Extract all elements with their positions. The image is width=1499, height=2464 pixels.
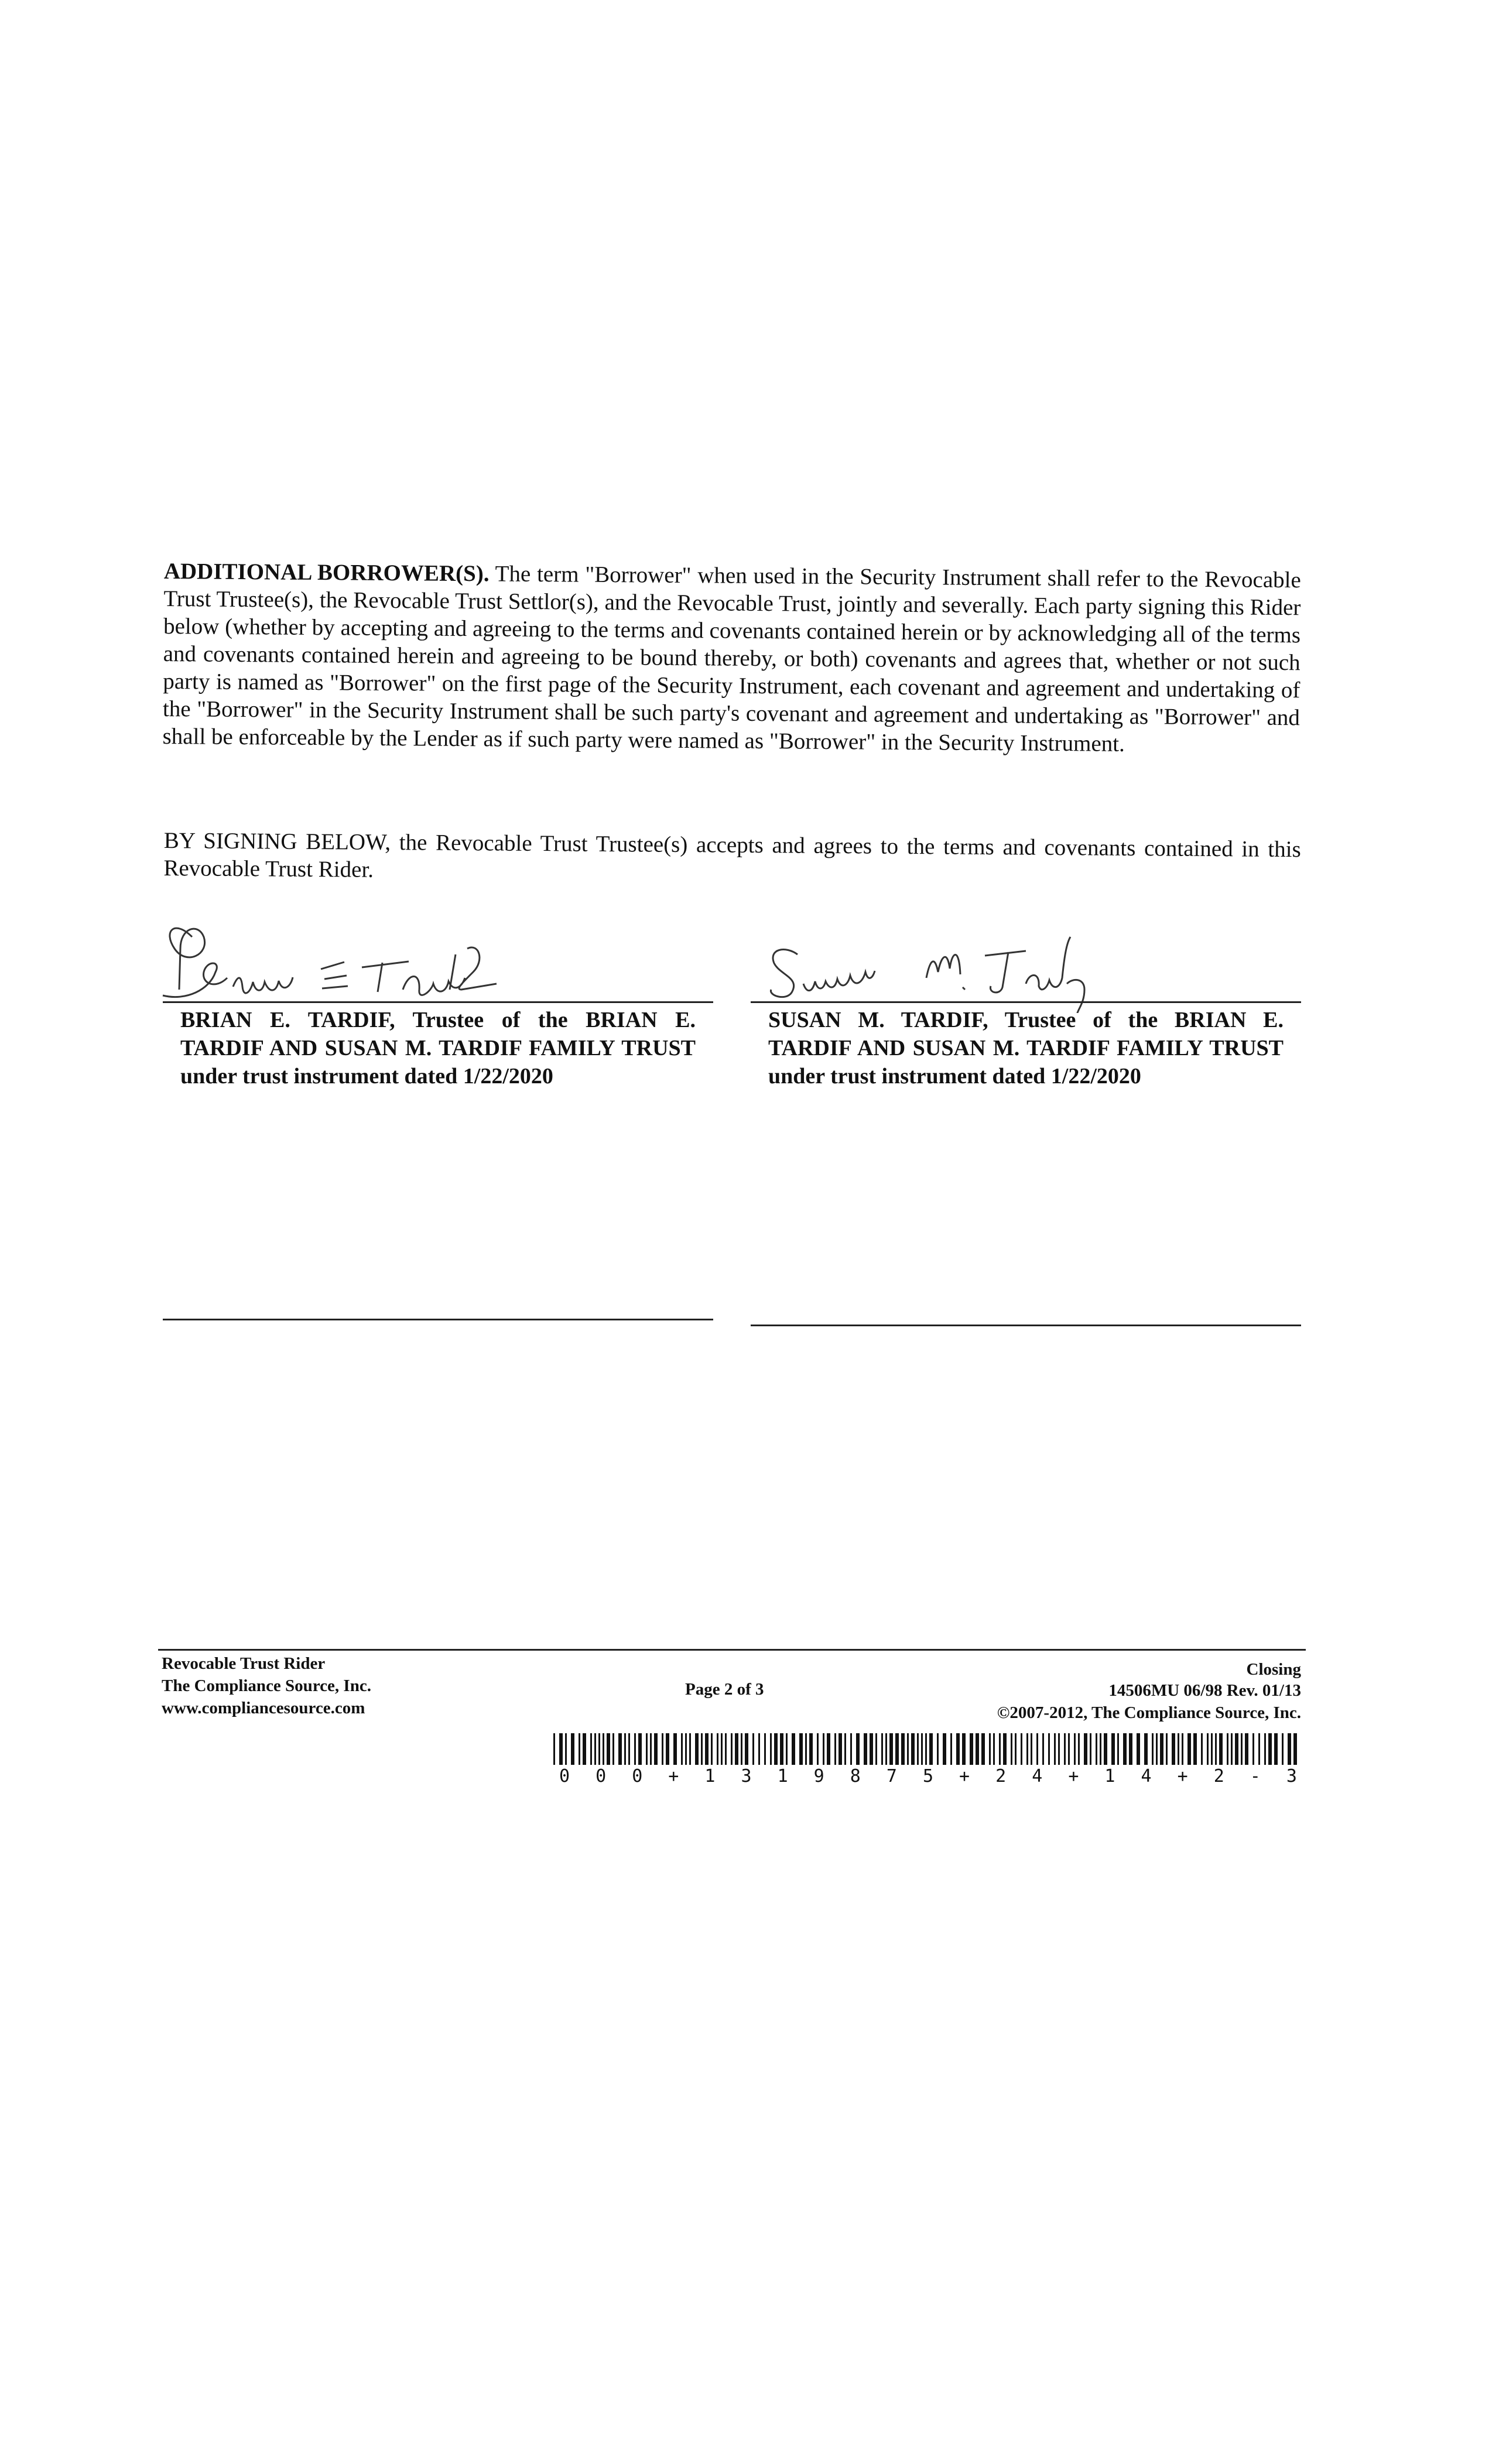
barcode-bar [1129, 1733, 1132, 1765]
footer-form-name: Revocable Trust Rider [162, 1654, 326, 1673]
barcode-bar [654, 1733, 658, 1765]
barcode-bar [1178, 1733, 1179, 1765]
blank-signature-line-right [751, 1325, 1301, 1326]
section-heading: ADDITIONAL BORROWER(S). [163, 558, 490, 587]
barcode-bar [612, 1733, 614, 1765]
additional-borrowers-paragraph [162, 557, 1301, 759]
section-body: The term "Borrower" when used in the Security Instrument shall refer to the Revocable Trust Trustee(s), the Revocable Trust Settlor(s), and the Revocable Trust, jointly and severally. Each party signing this Rider below (whether by accepting and agreeing to the terms and covenants contained herein or by acknowledging all of the terms and covenants contained herein and agreeing to be bound thereby, or both) covenants and agrees that, whether or not such party is named as "Borrower" on the first page of the Security Instrument, each covenant and agreement and undertaking of the "Borrower" in the Security Instrument shall be such party's covenant and agreement and undertaking as "Borrower" and shall be enforceable by the Lender as if such party were named as "Borrower" in the Security Instrument. [162, 561, 1301, 757]
barcode-bar [799, 1733, 803, 1765]
barcode-bar [745, 1733, 748, 1765]
barcode-bar [571, 1733, 574, 1765]
barcode-bar [752, 1733, 754, 1765]
barcode-bar [864, 1733, 867, 1765]
barcode-bar [695, 1733, 699, 1765]
barcode-bar [889, 1733, 893, 1765]
barcode-bar [1042, 1733, 1044, 1765]
barcode-bar [1036, 1733, 1038, 1765]
barcode-bar [646, 1733, 648, 1765]
barcode-bar [583, 1733, 586, 1765]
signature-line [163, 1001, 713, 1003]
footer-copyright: ©2007-2012, The Compliance Source, Inc. [997, 1703, 1301, 1722]
signer-caption-brian: BRIAN E. TARDIF, Trustee of the BRIAN E. TARDIF AND SUSAN M. TARDIF FAMILY TRUST under trust instrument dated 1/22/2020 [180, 1008, 696, 1089]
barcode-bar [1166, 1733, 1168, 1765]
barcode-bar [1026, 1733, 1028, 1765]
barcode-bar [1152, 1733, 1154, 1765]
barcode-bar [1011, 1733, 1012, 1765]
footer-form-code: 14506MU 06/98 Rev. 01/13 [1108, 1681, 1301, 1700]
barcode-bar [839, 1733, 842, 1765]
barcode-bar [856, 1733, 860, 1765]
barcode-bar [956, 1733, 960, 1765]
barcode-digit: 7 [886, 1766, 897, 1787]
barcode-bar [901, 1733, 905, 1765]
barcode-bar [1100, 1733, 1101, 1765]
barcode-bar [1268, 1733, 1272, 1765]
blank-signature-line-left [163, 1319, 713, 1320]
barcode-bar [1252, 1733, 1254, 1765]
barcode-digit: 5 [922, 1766, 933, 1787]
barcode-bar [1264, 1733, 1266, 1765]
barcode-bar [780, 1733, 783, 1765]
barcode-bar [650, 1733, 652, 1765]
barcode-bar [1031, 1733, 1032, 1765]
barcode-digit: 9 [813, 1766, 824, 1787]
barcode-bar [1074, 1733, 1076, 1765]
barcode-bar [1201, 1733, 1203, 1765]
barcode-bar [792, 1733, 795, 1765]
barcode-bar [603, 1733, 604, 1765]
barcode-bar [731, 1733, 733, 1765]
barcode-bar [805, 1733, 807, 1765]
barcode-bar [1274, 1733, 1278, 1765]
barcode-bar [1245, 1733, 1248, 1765]
barcode-bar [834, 1733, 836, 1765]
barcode-bar [1241, 1733, 1243, 1765]
barcode-bar [711, 1733, 713, 1765]
barcode-bar [809, 1733, 813, 1765]
barcode-bar [786, 1733, 788, 1765]
barcode-bar [1111, 1733, 1115, 1765]
barcode-bar [1144, 1733, 1148, 1765]
footer-company: The Compliance Source, Inc. [162, 1676, 371, 1695]
barcode-digit: - [1250, 1766, 1261, 1787]
barcode-bar [1227, 1733, 1228, 1765]
barcode-bar [565, 1733, 567, 1765]
barcode-bar [1021, 1733, 1022, 1765]
barcode-bar [895, 1733, 899, 1765]
barcode-bar [1182, 1733, 1183, 1765]
barcode-bar [717, 1733, 718, 1765]
barcode-bar [1068, 1733, 1070, 1765]
barcode-bar [618, 1733, 622, 1765]
barcode-bar [594, 1733, 596, 1765]
footer-page-number: Page 2 of 3 [685, 1680, 764, 1699]
barcode-bar [962, 1733, 966, 1765]
barcode-bar [770, 1733, 772, 1765]
barcode-bar [1123, 1733, 1127, 1765]
barcode-bar [1078, 1733, 1080, 1765]
barcode-bar [1156, 1733, 1158, 1765]
barcode-bar [1215, 1733, 1217, 1765]
barcode-bar [929, 1733, 933, 1765]
barcode-bar [976, 1733, 979, 1765]
barcode-digit: + [959, 1766, 970, 1787]
barcode-bar [1207, 1733, 1209, 1765]
barcode-bar [885, 1733, 887, 1765]
barcode-bar [989, 1733, 991, 1765]
barcode-bar [907, 1733, 909, 1765]
barcode-bar [1054, 1733, 1056, 1765]
barcode-bar [1160, 1733, 1163, 1765]
barcode-bar [598, 1733, 600, 1765]
barcode-digits [559, 1766, 1297, 1787]
barcode-bar [758, 1733, 760, 1765]
barcode-bar [881, 1733, 883, 1765]
signature-line [751, 1001, 1301, 1003]
barcode-bar [735, 1733, 738, 1765]
barcode-bar [1117, 1733, 1119, 1765]
barcode-bar [850, 1733, 852, 1765]
barcode-bar [685, 1733, 687, 1765]
barcode-bar [1064, 1733, 1066, 1765]
barcode-digit: 4 [1141, 1766, 1152, 1787]
barcode-bar [917, 1733, 919, 1765]
barcode-bar [1288, 1733, 1291, 1765]
barcode-digit: + [1177, 1766, 1188, 1787]
barcode-digit: 1 [777, 1766, 788, 1787]
barcode-bar [1015, 1733, 1017, 1765]
barcode-bar [764, 1733, 766, 1765]
barcode-bar [725, 1733, 727, 1765]
barcode-bar [590, 1733, 592, 1765]
signer-caption-susan: SUSAN M. TARDIF, Trustee of the BRIAN E. TARDIF AND SUSAN M. TARDIF FAMILY TRUST under trust instrument dated 1/22/2020 [768, 1008, 1284, 1089]
barcode-bar [1235, 1733, 1238, 1765]
barcode-bar [1231, 1733, 1233, 1765]
barcode-digit: 3 [741, 1766, 752, 1787]
barcode-bar [870, 1733, 873, 1765]
barcode-bar [1187, 1733, 1191, 1765]
barcode-bar [559, 1733, 563, 1765]
barcode-bar [921, 1733, 923, 1765]
barcode-bar [1048, 1733, 1050, 1765]
barcode-bar [1211, 1733, 1213, 1765]
barcode-bar [827, 1733, 830, 1765]
barcode-digit: 0 [596, 1766, 607, 1787]
barcode-bar [628, 1733, 630, 1765]
barcode-bar [1084, 1733, 1087, 1765]
barcode-bar [673, 1733, 677, 1765]
barcode-bar [999, 1733, 1001, 1765]
barcode-digit: 2 [995, 1766, 1007, 1787]
barcode-bar [701, 1733, 703, 1765]
barcode-bar [943, 1733, 946, 1765]
barcode-bar [681, 1733, 683, 1765]
barcode-bar [1096, 1733, 1097, 1765]
barcode-bar [981, 1733, 985, 1765]
barcode-bar [875, 1733, 877, 1765]
document-barcode [553, 1733, 1300, 1765]
barcode-bar [1282, 1733, 1284, 1765]
barcode-bar [705, 1733, 709, 1765]
barcode-bar [689, 1733, 691, 1765]
barcode-bar [721, 1733, 723, 1765]
barcode-digit: + [668, 1766, 679, 1787]
barcode-bar [911, 1733, 915, 1765]
barcode-bar [823, 1733, 824, 1765]
barcode-bar [817, 1733, 819, 1765]
handwritten-signature-susan [751, 913, 1172, 1013]
barcode-bar [844, 1733, 846, 1765]
barcode-digit: 8 [850, 1766, 861, 1787]
barcode-bar [1172, 1733, 1175, 1765]
barcode-digit: 0 [632, 1766, 643, 1787]
barcode-bar [666, 1733, 669, 1765]
barcode-bar [970, 1733, 973, 1765]
barcode-bar [1104, 1733, 1107, 1765]
barcode-bar [553, 1733, 555, 1765]
barcode-bar [1193, 1733, 1197, 1765]
barcode-bar [774, 1733, 778, 1765]
barcode-bar [1293, 1733, 1297, 1765]
barcode-digit: 4 [1032, 1766, 1043, 1787]
barcode-digit: + [1068, 1766, 1079, 1787]
barcode-bar [634, 1733, 636, 1765]
barcode-bar [624, 1733, 626, 1765]
barcode-digit: 3 [1286, 1766, 1297, 1787]
barcode-bar [1219, 1733, 1223, 1765]
barcode-bar [1058, 1733, 1060, 1765]
footer-closing: Closing [1246, 1660, 1301, 1679]
signing-statement: BY SIGNING BELOW, the Revocable Trust Trustee(s) accepts and agrees to the terms and covenants contained in this Revocable Trust Rider. [163, 827, 1301, 882]
handwritten-signature-brian [151, 913, 526, 1013]
barcode-digit: 2 [1213, 1766, 1224, 1787]
barcode-bar [1258, 1733, 1260, 1765]
barcode-bar [937, 1733, 939, 1765]
barcode-bar [662, 1733, 663, 1765]
barcode-bar [925, 1733, 927, 1765]
barcode-bar [741, 1733, 742, 1765]
barcode-bar [579, 1733, 580, 1765]
barcode-bar [993, 1733, 995, 1765]
barcode-digit: 0 [559, 1766, 570, 1787]
barcode-digit: 1 [1104, 1766, 1115, 1787]
barcode-bar [1003, 1733, 1007, 1765]
footer-rule [158, 1649, 1306, 1651]
barcode-bar [1137, 1733, 1140, 1765]
barcode-digit: 1 [704, 1766, 716, 1787]
barcode-bar [1090, 1733, 1091, 1765]
barcode-bar [607, 1733, 610, 1765]
footer-website: www.compliancesource.com [162, 1699, 365, 1717]
barcode-bar [638, 1733, 642, 1765]
barcode-bar [950, 1733, 952, 1765]
